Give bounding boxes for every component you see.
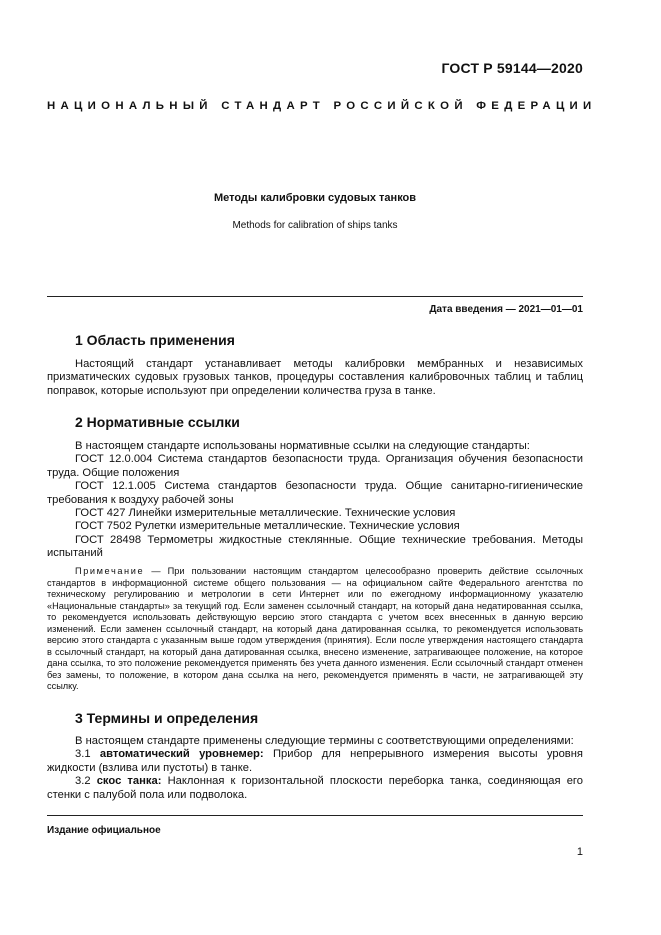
introduction-date: Дата введения — 2021—01—01 [429,304,583,315]
section-1-paragraph: Настоящий стандарт устанавливает методы калибровки мембранных и независимых призматических судовых грузовых танков, процедуры составления калибровочных таблиц и таблиц поправок, которые используют при определении количества груза в танке. [47,358,583,397]
reference-item: ГОСТ 7502 Рулетки измерительные металлические. Технические условия [75,520,460,533]
section-2-heading: 2 Нормативные ссылки [75,414,240,430]
term-entry [47,748,583,775]
term-name: скос танка: [96,775,162,788]
national-standard-banner: НАЦИОНАЛЬНЫЙ СТАНДАРТ РОССИЙСКОЙ ФЕДЕРАЦИИ [47,100,597,112]
reference-item: ГОСТ 28498 Термометры жидкостные стеклянные. Общие технические требования. Методы испытаний [47,533,583,560]
document-title-ru: Методы калибровки судовых танков [213,192,417,204]
reference-item: ГОСТ 12.1.005 Система стандартов безопасности труда. Общие санитарно-гигиенические требования к воздуху рабочей зоны [47,480,583,506]
reference-item: ГОСТ 427 Линейки измерительные металлические. Технические условия [75,507,456,520]
gost-code: ГОСТ Р 59144—2020 [441,60,583,76]
footer-divider [47,815,583,816]
term-number: 3.2 [75,775,97,788]
section-1-body [47,358,583,398]
section-2-body [47,440,583,561]
term-number: 3.1 [75,748,100,761]
note-label: Примечание [75,566,145,576]
references-note [47,566,583,693]
title-divider [47,296,583,297]
section-3-heading: 3 Термины и определения [75,710,259,726]
note-text: — При пользовании настоящим стандартом целесообразно проверить действие ссылочных стандартов в информационной системе общего пользования — на официальном сайте Федерального агентства по техническому регулированию и метрологии в сети Интернет или по ежегодному информационному указателю «Национальные стандарты» за текущий год. Если заменен ссылочный стандарт, на который дана недатированная ссылка, то рекомендуется использовать действующую версию этого стандарта с учетом всех внесенных в данную версию изменений. Если заменен ссылочный стандарт, на который дана датированная ссылка, то рекомендуется использовать версию этого стандарта с указанным выше годом утверждения (принятия). Если после утверждения настоящего стандарта в ссылочный стандарт, на который дана датированная ссылка, внесено изменение, затрагивающее положение, на которое дана ссылка, то это положение рекомендуется применять без учета данного изменения. Если ссылочный стандарт отменен без замены, то положение, в котором дана ссылка на него, рекомендуется применять в части, не затрагивающей эту ссылку. [47,566,583,691]
term-name: автоматический уровнемер: [99,748,264,761]
page-number: 1 [576,846,583,858]
term-entry [47,775,583,802]
document-title-en: Methods for calibration of ships tanks [232,220,398,231]
reference-item: ГОСТ 12.0.004 Система стандартов безопасности труда. Организация обучения безопасности труда. Общие положения [47,453,583,479]
term-definition: Прибор для непрерывного измерения высоты уровня жидкости (взлива или пустоты) в танке. [47,748,583,774]
section-3-body [47,735,583,802]
official-edition-label: Издание официальное [47,825,161,836]
terms-intro: В настоящем стандарте применены следующие термины с соответствующими определениями: [75,735,574,747]
section-1-heading: 1 Область применения [75,332,235,348]
references-intro: В настоящем стандарте использованы нормативные ссылки на следующие стандарты: [75,440,530,452]
term-definition: Наклонная к горизонтальной плоскости переборка танка, соединяющая его стенки с палубой пола или подволока. [47,775,583,801]
note-paragraph [47,566,583,693]
